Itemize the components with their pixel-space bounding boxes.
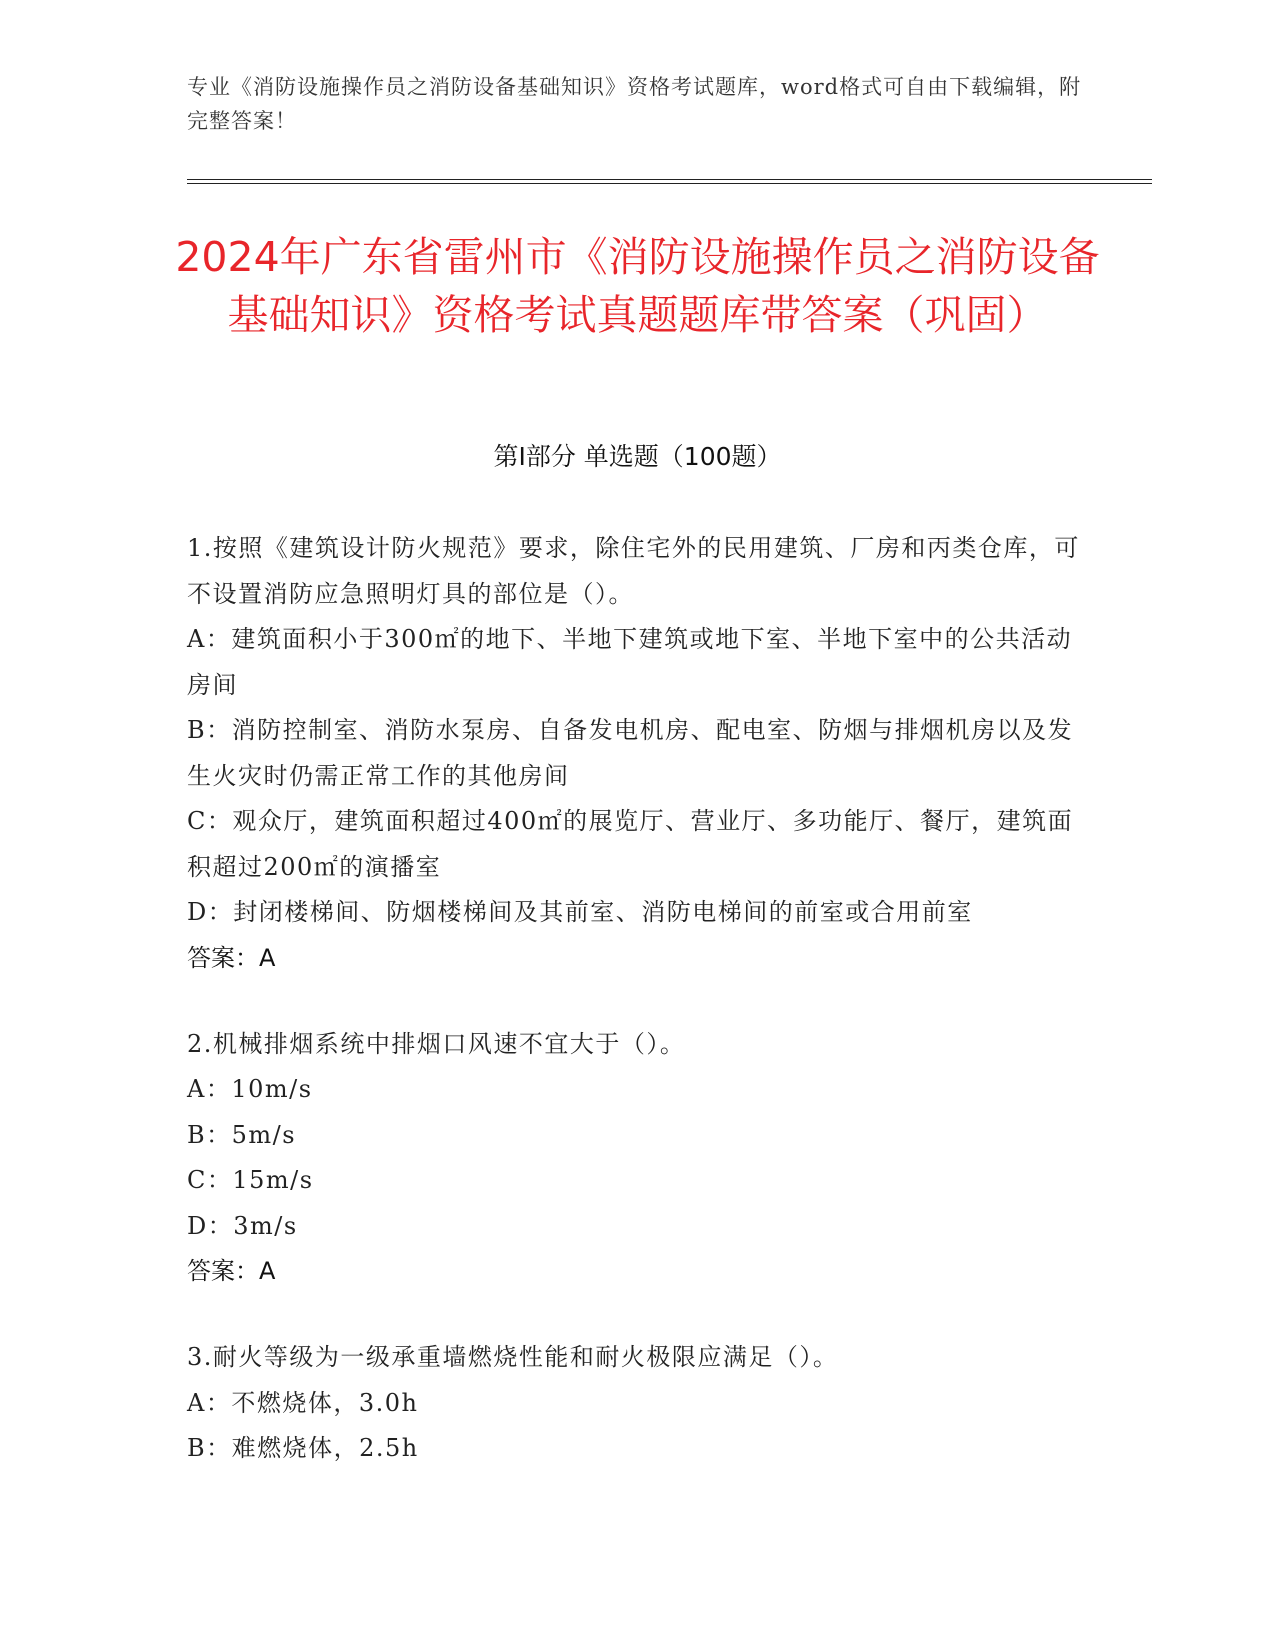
question-stem: 3.耐火等级为一级承重墙燃烧性能和耐火极限应满足（）。	[187, 1343, 839, 1371]
option-c: C：观众厅，建筑面积超过400㎡的展览厅、营业厅、多功能厅、餐厅，建筑面积超过200㎡的演播室	[187, 807, 1074, 881]
header-divider-bottom	[187, 183, 1152, 184]
option-a: A：不燃烧体，3.0h	[187, 1388, 419, 1417]
question-list	[187, 526, 1087, 1513]
question-3	[187, 1335, 1087, 1472]
question-stem: 2.机械排烟系统中排烟口风速不宜大于（）。	[187, 1029, 686, 1058]
header-note: 专业《消防设施操作员之消防设备基础知识》资格考试题库，word格式可自由下载编辑，附完整答案！	[187, 75, 1082, 133]
answer: 答案：A	[187, 943, 276, 972]
option-a: A：10m/s	[187, 1075, 313, 1103]
option-b: B：消防控制室、消防水泵房、自备发电机房、配电室、防烟与排烟机房以及发生火灾时仍需正常工作的其他房间	[187, 716, 1074, 790]
option-b: B：难燃烧体，2.5h	[187, 1434, 419, 1462]
question-stem: 1.按照《建筑设计防火规范》要求，除住宅外的民用建筑、厂房和丙类仓库，可不设置消防应急照明灯具的部位是（）。	[187, 534, 1080, 608]
option-d: D：3m/s	[187, 1211, 298, 1240]
question-1	[187, 526, 1087, 981]
option-d: D：封闭楼梯间、防烟楼梯间及其前室、消防电梯间的前室或合用前室	[187, 898, 973, 926]
option-a: A：建筑面积小于300㎡的地下、半地下建筑或地下室、半地下室中的公共活动房间	[187, 625, 1073, 699]
question-2	[187, 1022, 1087, 1295]
header-divider-top	[187, 179, 1152, 180]
answer: 答案：A	[187, 1257, 276, 1285]
option-c: C：15m/s	[187, 1166, 314, 1194]
document-title: 2024年广东省雷州市《消防设施操作员之消防设备基础知识》资格考试真题题库带答案（巩固）	[175, 233, 1100, 339]
option-b: B：5m/s	[187, 1120, 297, 1149]
section-title: 第Ⅰ部分 单选题（100题）	[493, 442, 782, 471]
